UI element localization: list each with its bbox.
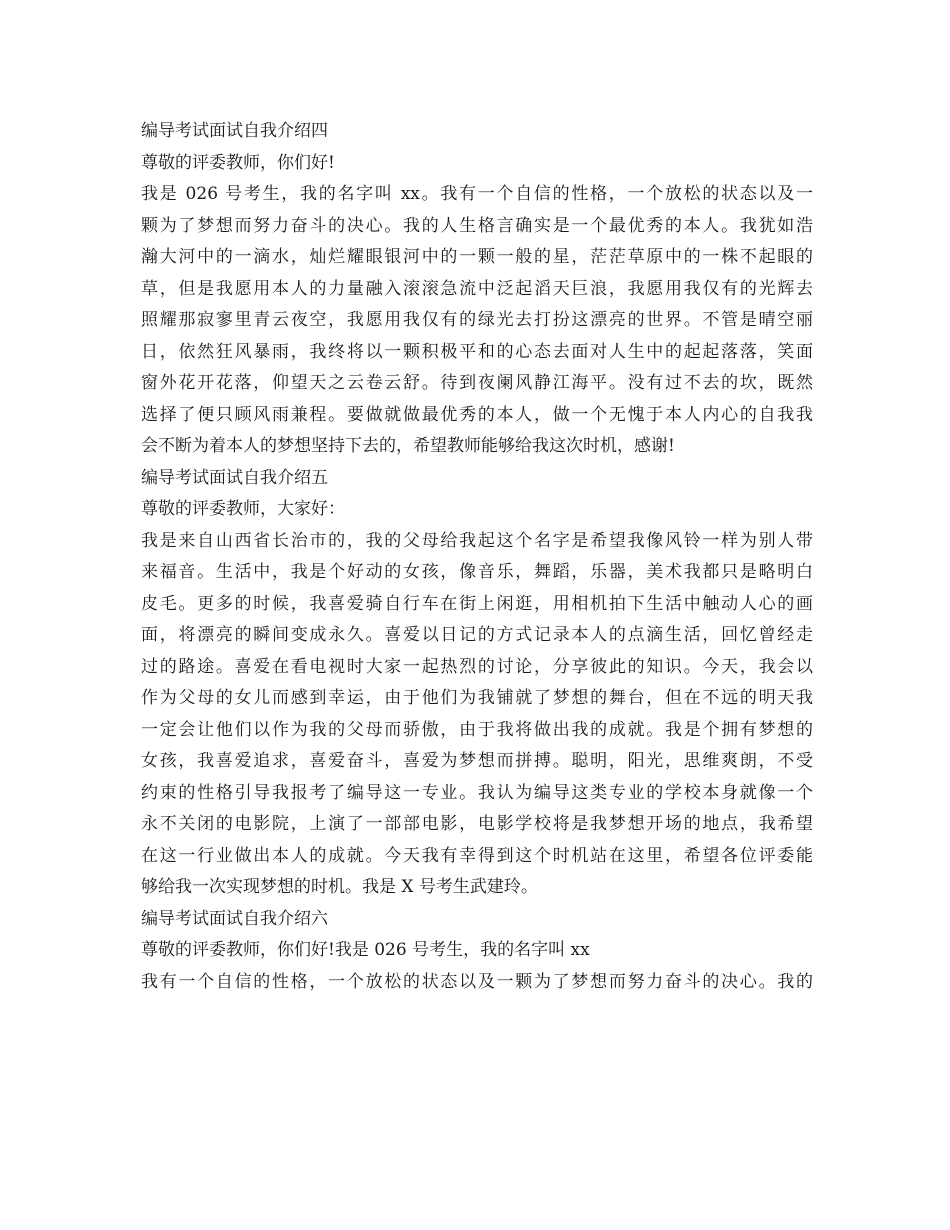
body-text-line: 日，依然狂风暴雨，我终将以一颗积极平和的心态去面对人生中的起起落落，笑面 bbox=[141, 341, 813, 362]
body-text-line: 我是来自山西省长治市的，我的父母给我起这个名字是希望我像风铃一样为别人带 bbox=[141, 530, 813, 551]
body-text-line: 窗外花开花落，仰望天之云卷云舒。待到夜阑风静江海平。没有过不去的坎，既然 bbox=[141, 373, 813, 393]
greeting-line: 尊敬的评委教师，你们好!我是 026 号考生，我的名字叫 xx bbox=[141, 940, 590, 960]
body-text-line: 够给我一次实现梦想的时机。我是 X 号考生武建玲。 bbox=[141, 877, 538, 897]
body-text-line: 约束的性格引导我报考了编导这一专业。我认为编导这类专业的学校本身就像一个 bbox=[141, 782, 813, 803]
document-page bbox=[141, 116, 813, 998]
body-text-line: 过的路途。喜爱在看电视时大家一起热烈的讨论，分享彼此的知识。今天，我会以 bbox=[141, 656, 813, 677]
body-text-line: 草，但是我愿用本人的力量融入滚滚急流中泛起滔天巨浪，我愿用我仅有的光辉去 bbox=[141, 278, 813, 299]
greeting-line: 尊敬的评委教师，你们好! bbox=[141, 152, 335, 173]
body-text-line: 面，将漂亮的瞬间变成永久。喜爱以日记的方式记录本人的点滴生活，回忆曾经走 bbox=[141, 625, 813, 645]
body-text-line: 选择了便只顾风雨兼程。要做就做最优秀的本人，做一个无愧于本人内心的自我我 bbox=[141, 404, 813, 425]
body-text-line: 永不关闭的电影院，上演了一部部电影，电影学校将是我梦想开场的地点，我希望 bbox=[141, 814, 813, 834]
body-text-line: 作为父母的女儿而感到幸运，由于他们为我铺就了梦想的舞台，但在不远的明天我 bbox=[141, 688, 813, 708]
body-text-line: 会不断为着本人的梦想坚持下去的，希望教师能够给我这次时机，感谢! bbox=[141, 436, 675, 456]
section-heading: 编导考试面试自我介绍五 bbox=[141, 467, 328, 488]
body-text-line: 颗为了梦想而努力奋斗的决心。我的人生格言确实是一个最优秀的本人。我犹如浩 bbox=[141, 215, 813, 236]
body-text-line: 瀚大河中的一滴水，灿烂耀眼银河中的一颗一般的星，茫茫草原中的一株不起眼的 bbox=[141, 247, 813, 267]
body-text-line: 我是 026 号考生，我的名字叫 xx。我有一个自信的性格，一个放松的状态以及一 bbox=[141, 184, 813, 204]
body-text-line: 照耀那寂寥里青云夜空，我愿用我仅有的绿光去打扮这漂亮的世界。不管是晴空丽 bbox=[141, 310, 813, 330]
body-text-line: 来福音。生活中，我是个好动的女孩，像音乐，舞蹈，乐器，美术我都只是略明白 bbox=[141, 562, 813, 582]
body-text-line: 女孩，我喜爱追求，喜爱奋斗，喜爱为梦想而拼搏。聪明，阳光，思维爽朗，不受 bbox=[141, 751, 813, 771]
section-heading: 编导考试面试自我介绍四 bbox=[141, 121, 328, 141]
greeting-line: 尊敬的评委教师，大家好： bbox=[141, 499, 345, 519]
body-text-line: 在这一行业做出本人的成就。今天我有幸得到这个时机站在这里，希望各位评委能 bbox=[141, 845, 813, 866]
body-text-line: 皮毛。更多的时候，我喜爱骑自行车在街上闲逛，用相机拍下生活中触动人心的画 bbox=[141, 593, 813, 614]
section-heading: 编导考试面试自我介绍六 bbox=[141, 908, 328, 929]
body-text-line: 我有一个自信的性格，一个放松的状态以及一颗为了梦想而努力奋斗的决心。我的 bbox=[141, 971, 813, 992]
body-text-line: 一定会让他们以作为我的父母而骄傲，由于我将做出我的成就。我是个拥有梦想的 bbox=[141, 719, 813, 740]
